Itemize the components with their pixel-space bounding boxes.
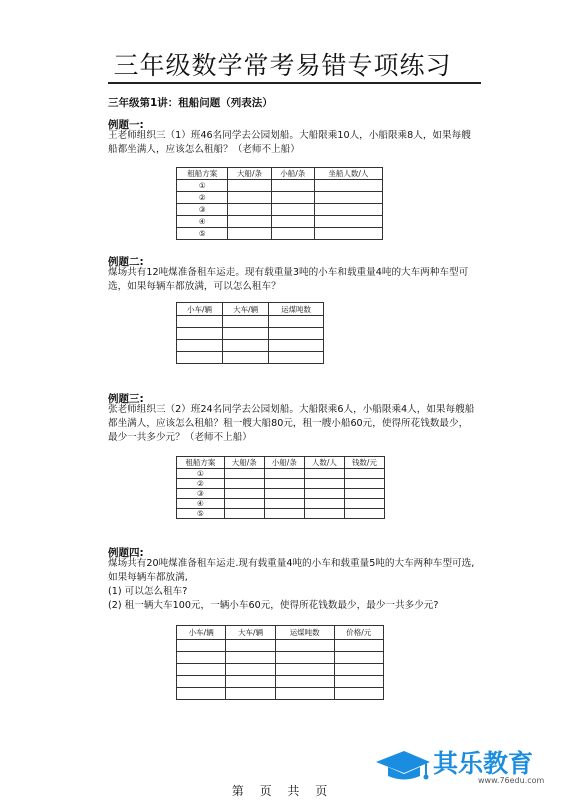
ex4-header: 大车/辆 xyxy=(226,626,275,640)
ex3-heading: 例题三: xyxy=(108,393,144,405)
ex3-row-label: ③ xyxy=(177,489,225,499)
ex2-heading: 例题二: xyxy=(108,256,144,268)
ex3-row-label: ① xyxy=(177,469,225,479)
ex3-header: 钱数/元 xyxy=(344,457,384,469)
logo-text: 其乐教育 xyxy=(433,749,534,778)
logo-url: www.76edu.com xyxy=(478,776,545,785)
ex4-table xyxy=(176,625,384,700)
ex2-header: 大车/辆 xyxy=(223,303,269,316)
ex3-row-label: ⑤ xyxy=(177,509,225,519)
ex3-header: 大船/条 xyxy=(224,457,264,469)
ex2-header: 运煤吨数 xyxy=(269,303,324,316)
ex3-row-label: ② xyxy=(177,479,225,489)
ex4-text: 煤场共有20吨煤准备租车运走.现有载重量4吨的小车和载重量5吨的大车两种车型可选, 如果每辆车都放满, (1) 可以怎么租车? (2) 租一辆大车100元，一辆小车60元，使得所花钱数最少，最少一共多少元? xyxy=(108,558,475,611)
ex2-table xyxy=(176,302,324,364)
ex1-row-label: ① xyxy=(177,180,228,192)
ex3-header: 租船方案 xyxy=(177,457,225,469)
ex1-header: 大船/条 xyxy=(228,168,271,180)
ex4-header: 运煤吨数 xyxy=(275,626,334,640)
ex1-row-label: ⑤ xyxy=(177,228,228,240)
ex1-heading: 例题一: xyxy=(108,119,144,131)
ex1-table xyxy=(176,167,383,240)
ex4-header: 小车/辆 xyxy=(177,626,226,640)
ex1-header: 坐船人数/人 xyxy=(314,168,382,180)
ex3-header: 人数/人 xyxy=(304,457,344,469)
ex3-table xyxy=(176,456,385,519)
lesson-heading: 三年级第1讲：租船问题（列表法） xyxy=(108,97,273,109)
ex2-text: 煤场共有12吨煤准备租车运走。现有载重量3吨的小车和载重量4吨的大车两种车型可 选，如果每辆车都放满，可以怎么租车？ xyxy=(108,267,469,292)
ex3-header: 小船/条 xyxy=(264,457,304,469)
ex3-row-label: ④ xyxy=(177,499,225,509)
ex4-header: 价格/元 xyxy=(334,626,383,640)
title-rule xyxy=(108,82,481,84)
ex1-text: 王老师组织三（1）班46名同学去公园划船。大船限乘10人，小船限乘8人，如果每艘 船都坐满人，应该怎么租船？（老师不上船） xyxy=(108,130,471,155)
ex1-header: 小船/条 xyxy=(271,168,314,180)
ex1-row-label: ④ xyxy=(177,216,228,228)
graduation-cap-icon xyxy=(372,748,432,782)
page-footer: 第 页 共 页 xyxy=(231,784,334,798)
page-title: 三年级数学常考易错专项练习 xyxy=(113,51,452,80)
ex2-header: 小车/辆 xyxy=(177,303,223,316)
ex1-row-label: ③ xyxy=(177,204,228,216)
ex4-heading: 例题四: xyxy=(108,547,144,559)
ex1-header: 租船方案 xyxy=(177,168,228,180)
ex3-text: 张老师组织三（2）班24名同学去公园划船。大船限乘6人，小船限乘4人，如果每艘船 都坐满人，应该怎么租船？租一艘大船80元，租一艘小船60元，使得所花钱数最少， 最少一共多少元？（老师不上船） xyxy=(108,404,475,443)
ex1-row-label: ② xyxy=(177,192,228,204)
